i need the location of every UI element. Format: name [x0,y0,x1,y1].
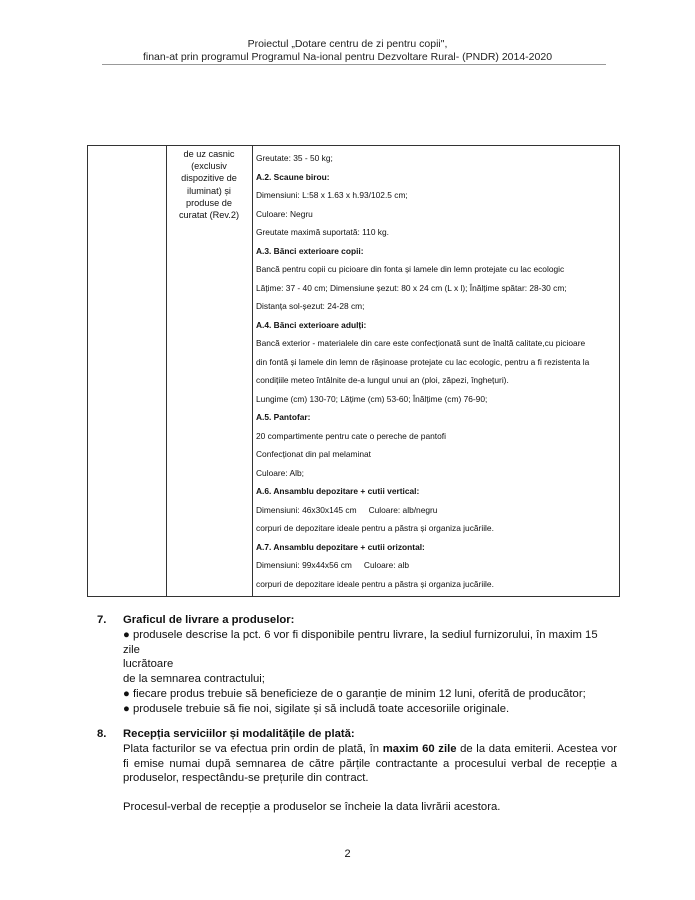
bullet-continuation: lucrătoare [123,658,174,671]
spec-line: Dimensiuni: L:58 x 1.63 x h.93/102.5 cm; [256,190,408,200]
spec-line: 20 compartimente pentru cate o pereche de pantofi [256,430,446,441]
category-line: (exclusiv [191,161,227,172]
spec-color: Culoare: alb/negru [368,504,438,515]
category-line: curatat (Rev.2) [178,210,240,221]
spec-line: Culoare: Negru [256,208,313,219]
spec-line: Distanța sol-șezut: 24-28 cm; [256,301,365,311]
spec-heading: A.3. Bănci exterioare copii: [256,245,364,256]
section-reception-payment [97,727,617,815]
table-column-divider [166,146,167,596]
spec-heading: A.2. Scaune birou: [256,171,330,182]
bullet-icon: ● [123,628,133,641]
category-line: produse de [186,197,232,208]
payment-paragraph [97,742,617,786]
header-divider [102,64,606,65]
bullet-continuation: de la semnarea contractului; [123,673,265,686]
section-title: Recepția serviciilor și modalitățile de plată: [123,728,355,740]
spec-line: corpuri de depozitare ideale pentru a păstra și organiza jucăriile. [256,523,494,533]
bullet-text: produsele descrise la pct. 6 vor fi disponibile pentru livrare, la sediul furnizorului, în maxim 15 zile [123,628,598,656]
specifications-cell [256,149,616,593]
spec-line: Lungime (cm) 130-70; Lățime (cm) 53-60; Înălțime (cm) 76-90; [256,393,488,404]
spec-color: Culoare: alb [363,560,410,570]
spec-line [256,501,616,520]
spec-line [256,556,616,575]
category-line: dispozitive de [181,173,237,184]
spec-line: Culoare: Alb; [256,467,304,478]
spec-heading: A.4. Bănci exterioare adulți: [256,319,367,330]
page-number: 2 [344,848,351,860]
bullet-item [123,628,617,658]
spec-line: din fontă și lamele din lemn de rășinoase protejate cu lac ecologic, pentru a fi rezistenta la [256,356,590,367]
spec-line: Greutate maximă suportată: 110 kg. [256,227,389,237]
section-title: Graficul de livrare a produselor: [123,614,295,626]
section-heading [97,613,617,628]
section-heading [97,727,617,742]
section-delivery-schedule [97,613,617,717]
spec-line: Bancă exterior - materialele din care este confecționată sunt de înaltă calitate,cu picioare [256,338,586,348]
product-category-cell [168,148,250,221]
category-line: de uz casnic [183,149,235,159]
spec-line: condițiile meteo întâlnite de-a lungul unui an (ploi, zăpezi, înghețuri). [256,375,509,385]
spec-dimensions: Dimensiuni: 99x44x56 cm [256,560,352,570]
spec-heading: A.5. Pantofar: [256,412,311,422]
spec-line: corpuri de depozitare ideale pentru a păstra și organiza jucăriile. [256,578,494,589]
paragraph-text: Plata facturilor se va efectua prin ordin de plată, în [123,742,383,755]
reception-paragraph: Procesul-verbal de recepție a produselor se încheie la data livrării acestora. [123,801,501,814]
spec-line: Bancă pentru copii cu picioare din fonta și lamele din lemn protejate cu lac ecologic [256,264,565,274]
paragraph-text: de la data emiterii. Acestea vor fi emise numai după semnarea de către părțile contractante a procesului verbal de recepție a produselor, respectându-se prețurile din contract. [123,742,617,785]
spec-heading: A.7. Ansamblu depozitare + cutii orizontal: [256,541,425,552]
bullet-item: ● produsele trebuie să fie noi, sigilate și să includă toate accesoriile originale. [123,702,510,715]
section-body [97,628,617,717]
specifications-table [87,145,620,597]
spec-dimensions: Dimensiuni: 46x30x145 cm [256,504,357,515]
section-number: 7. [97,614,107,626]
spec-line: Confecționat din pal melaminat [256,449,371,459]
payment-term-emphasis: maxim 60 zile [382,742,457,755]
spec-line: Lățime: 37 - 40 cm; Dimensiune șezut: 80 x 24 cm (L x l); Înălțime spătar: 28-30 cm; [256,282,567,293]
header-funding-line: finan-at prin programul Programul Na-ional pentru Dezvoltare Rural- (PNDR) 2014-2020 [142,51,553,63]
section-number: 8. [97,728,107,740]
table-column-divider [252,146,253,596]
bullet-item: ● fiecare produs trebuie să beneficieze de o garanție de minim 12 luni, oferită de producător; [123,687,586,700]
category-line: iluminat) și [187,185,231,196]
header-project-title: Proiectul „Dotare centru de zi pentru copii", [247,38,448,50]
document-header [0,38,695,64]
spec-line: Greutate: 35 - 50 kg; [256,153,333,163]
spec-heading: A.6. Ansamblu depozitare + cutii vertical: [256,486,420,496]
